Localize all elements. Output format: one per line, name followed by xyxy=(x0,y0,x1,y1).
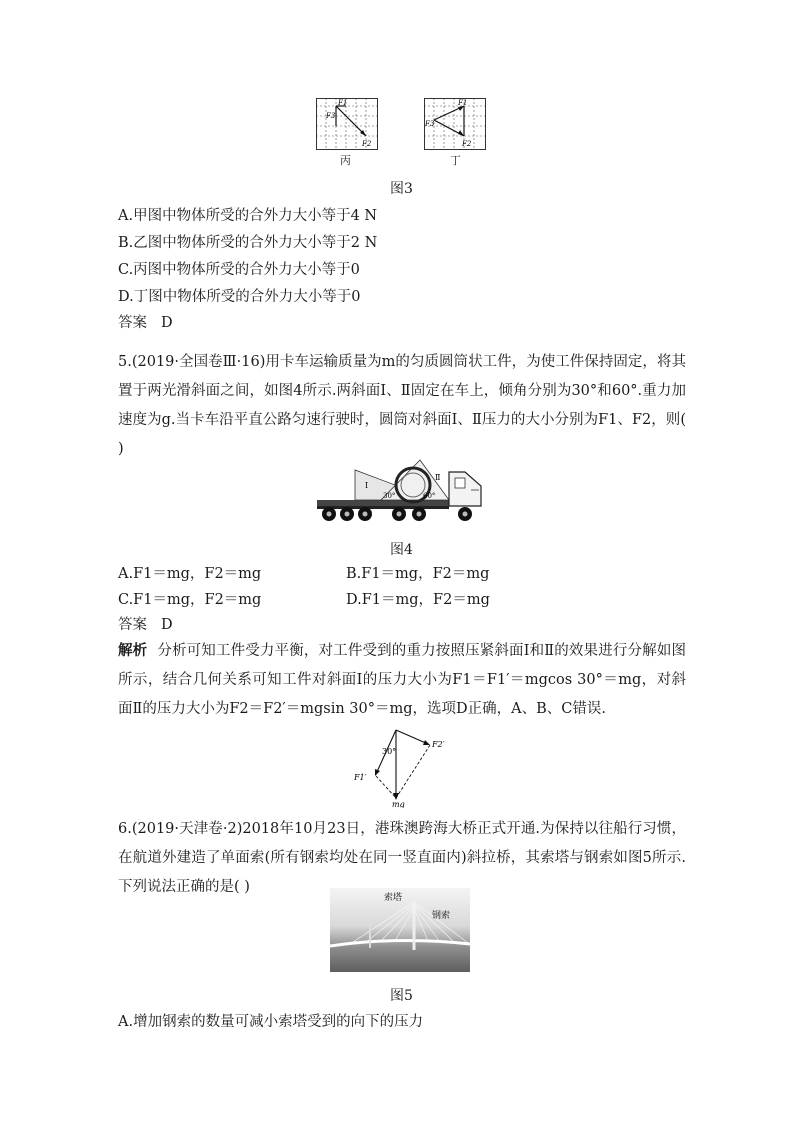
q5-stem: 5.(2019·全国卷Ⅲ·16)用卡车运输质量为m的匀质圆筒状工件，为使工件保持固定，将其置于两光滑斜面之间，如图4所示.两斜面Ⅰ、Ⅱ固定在车上，倾角分别为30°和60°.重力加速度为g.当卡车沿平直公路匀速行驶时，圆筒对斜面Ⅰ、Ⅱ压力的大小分别为F1、F2，则( ) xyxy=(118,354,686,457)
angle-label-30: 30° xyxy=(383,492,396,500)
incline-label-ii: Ⅱ xyxy=(435,473,441,482)
q4-option-b: B.乙图中物体所受的合外力大小等于2 N xyxy=(118,235,378,251)
force-label-f3: F3 xyxy=(326,112,336,120)
answer-label: 答案 xyxy=(118,617,147,633)
figure3-label-ding: 丁 xyxy=(450,154,461,167)
figure5-caption: 图5 xyxy=(390,988,413,1004)
figure4-caption: 图4 xyxy=(390,542,413,558)
q6-option-a: A.增加钢索的数量可减小索塔受到的向下的压力 xyxy=(118,1014,424,1030)
incline-label-i: Ⅰ xyxy=(365,481,369,490)
photo-label-tower: 索塔 xyxy=(384,893,403,903)
force-label-f2: F2 xyxy=(362,140,372,148)
q5-answer xyxy=(118,615,173,635)
q4-answer xyxy=(118,313,173,333)
answer-label: 答案 xyxy=(118,315,147,331)
answer-value: D xyxy=(161,315,173,331)
figure3-grid-ding xyxy=(424,98,486,150)
analysis-label: 解析 xyxy=(118,642,148,659)
diagram-angle: 30° xyxy=(382,747,397,756)
force-decomposition-diagram xyxy=(352,728,462,808)
analysis-text: 分析可知工件受力平衡，对工件受到的重力按照压紧斜面Ⅰ和Ⅱ的效果进行分解如图所示，结合几何关系可知工件对斜面Ⅰ的压力大小为F1＝F1′＝mgcos 30°＝mg，对斜面Ⅱ的压力大小为F2＝F2′＝mgsin 30°＝mg，选项D正确，A、B、C错误. xyxy=(118,643,686,717)
q4-option-d: D.丁图中物体所受的合外力大小等于0 xyxy=(118,289,361,305)
figure3-label-bing: 丙 xyxy=(340,154,351,167)
force-label-f1: F1 xyxy=(458,99,468,107)
bridge-photo xyxy=(330,888,470,972)
force-label-f3: F3 xyxy=(425,120,435,128)
q4-option-c: C.丙图中物体所受的合外力大小等于0 xyxy=(118,262,360,278)
diagram-f2: F2′ xyxy=(432,740,445,749)
force-label-f2: F2 xyxy=(462,140,472,148)
q5-analysis xyxy=(118,636,686,724)
q5-option-b: B.F1＝mg，F2＝mg xyxy=(346,566,490,582)
photo-label-cable: 钢索 xyxy=(432,911,451,921)
diagram-mg: mg xyxy=(392,800,405,808)
force-label-f1: F1 xyxy=(338,99,348,107)
q4-option-a: A.甲图中物体所受的合外力大小等于4 N xyxy=(118,208,378,224)
q5-option-d: D.F1＝mg，F2＝mg xyxy=(346,592,490,608)
figure4-truck xyxy=(315,450,487,528)
diagram-f1: F1′ xyxy=(354,773,367,782)
q5-option-c: C.F1＝mg，F2＝mg xyxy=(118,592,262,608)
answer-value: D xyxy=(161,617,173,633)
q6-stem: 6.(2019·天津卷·2)2018年10月23日，港珠澳跨海大桥正式开通.为保持以往船行习惯，在航道外建造了单面索(所有钢索均处在同一竖直面内)斜拉桥，其索塔与钢索如图5所示.下列说法正确的是( ) xyxy=(118,821,686,895)
angle-label-60: 60° xyxy=(423,492,436,500)
figure3-caption: 图3 xyxy=(390,181,413,197)
figure3-grid-bing xyxy=(316,98,378,150)
q5-option-a: A.F1＝mg，F2＝mg xyxy=(118,566,262,582)
